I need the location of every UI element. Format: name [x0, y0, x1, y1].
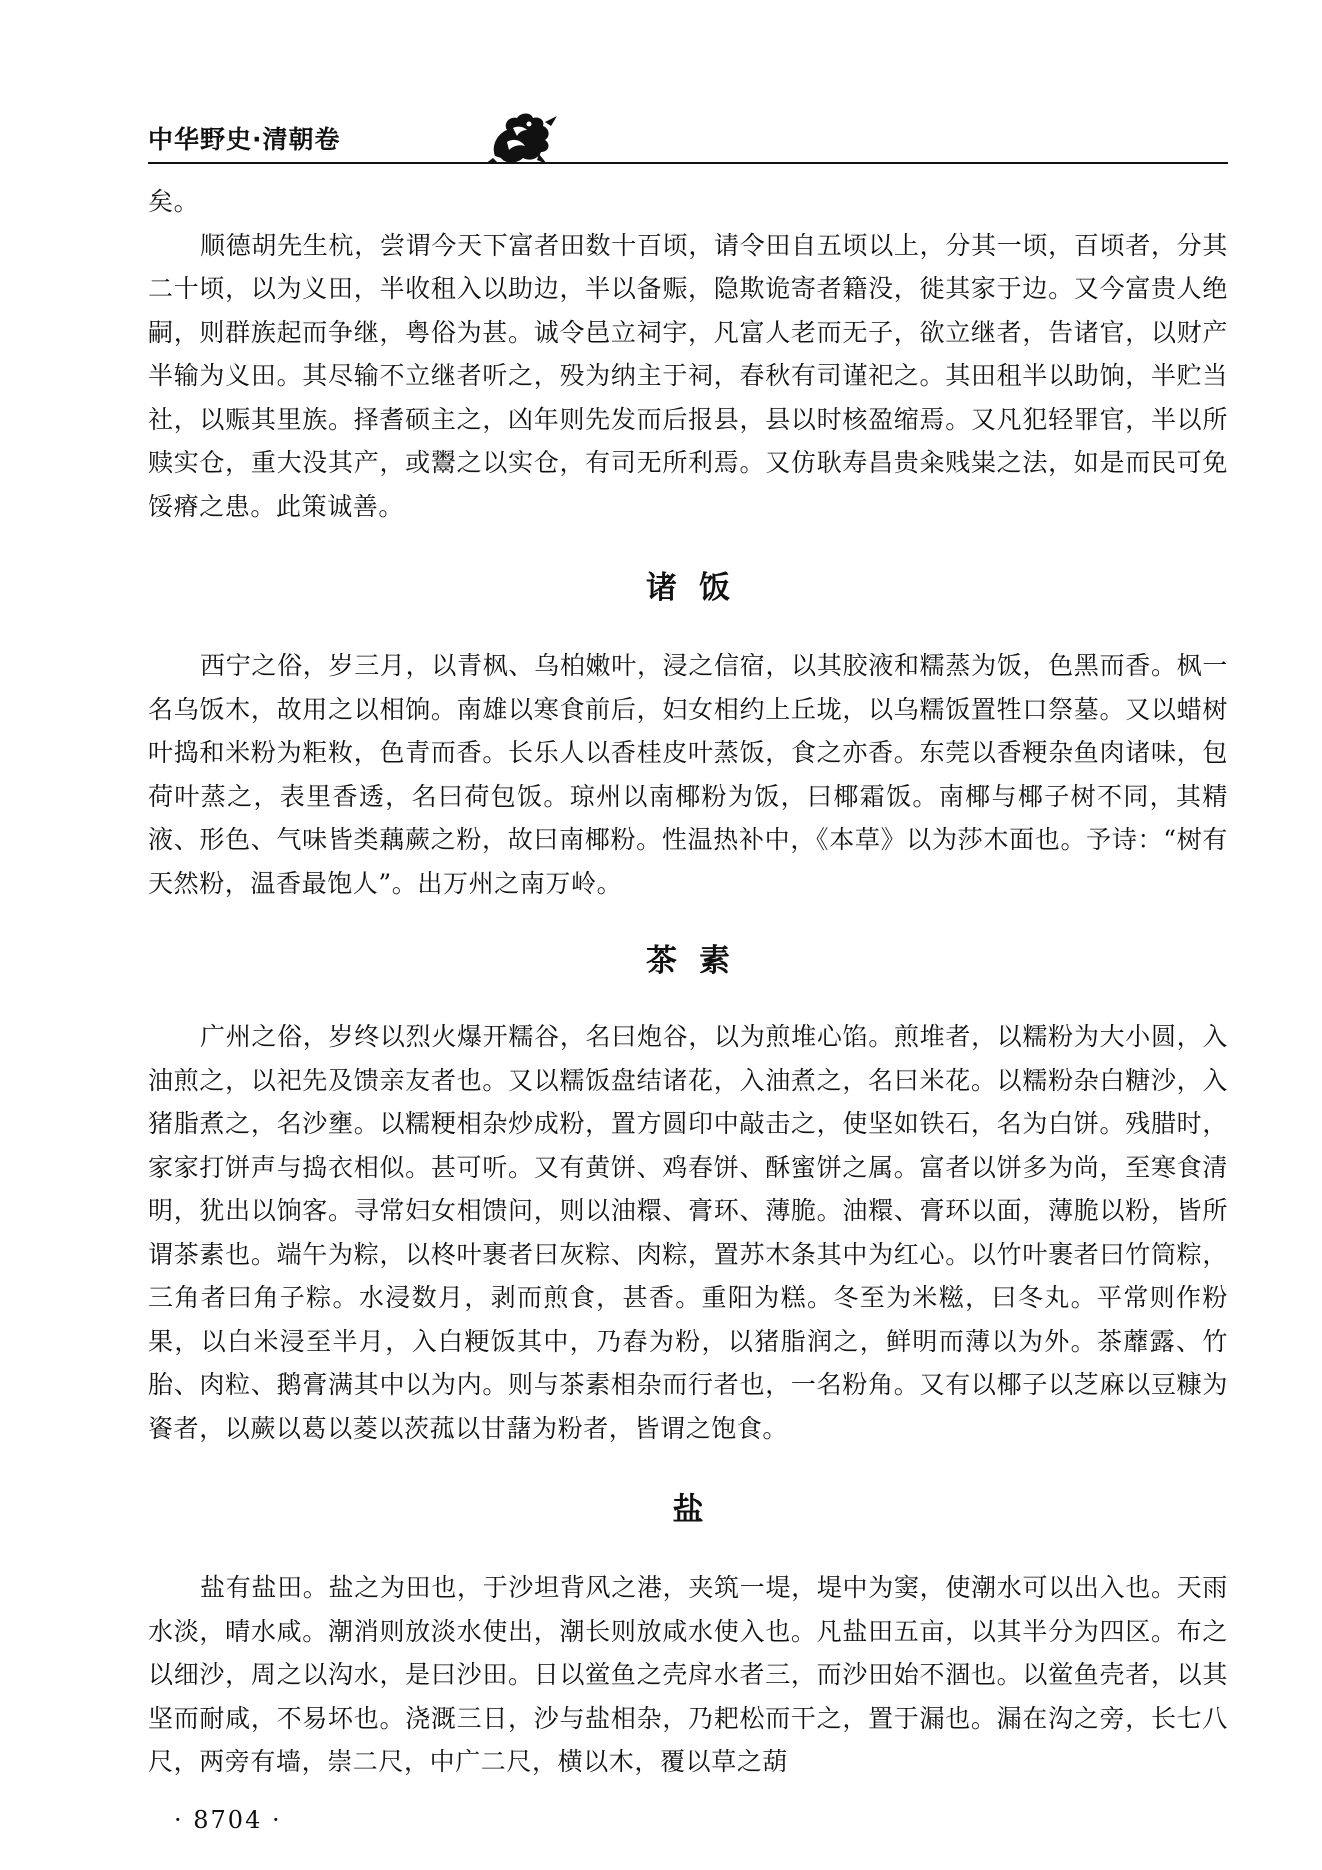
paragraph-yan: 盐有盐田。盐之为田也，于沙坦背风之港，夹筑一堤，堤中为窦，使潮水可以出入也。天雨水淡，晴水咸。潮消则放淡水使出，潮长则放咸水使入也。凡盐田五亩，以其半分为四区。布之以细沙，周之以沟水，是曰沙田。日以鲎鱼之壳戽水者三，而沙田始不涸也。以鲎鱼壳者，以其坚而耐咸，不易坏也。浇溉三日，沙与盐相杂，乃耙松而干之，置于漏也。漏在沟之旁，长七八尺，两旁有墙，崇二尺，中广二尺，横以木，覆以草之葫 — [148, 1573, 1228, 1776]
paragraph-zhufan: 西宁之俗，岁三月，以青枫、乌柏嫩叶，浸之信宿，以其胶液和糯蒸为饭，色黑而香。枫一名乌饭木，故用之以相饷。南雄以寒食前后，妇女相约上丘垅，以乌糯饭置牲口祭墓。又以蜡树叶捣和米粉为粔籹，色青而香。长乐人以香桂皮叶蒸饭，食之亦香。东莞以香粳杂鱼肉诸味，包荷叶蒸之，表里香透，名曰荷包饭。琼州以南椰粉为饭，曰椰霜饭。南椰与椰子树不同，其精液、形色、气味皆类藕蕨之粉，故曰南椰粉。性温热补中，《本草》以为莎木面也。予诗：“树有天然粉，温香最饱人”。出万州之南万岭。 — [148, 651, 1228, 898]
paragraph-continuation: 矣。 — [148, 187, 200, 216]
section-title-zhufan: 诸饭 — [646, 570, 752, 606]
book-title: 中华野史·清朝卷 — [148, 125, 341, 154]
running-header — [148, 108, 1228, 170]
paragraph-hu-hang: 顺德胡先生杭，尝谓今天下富者田数十百顷，请令田自五顷以上，分其一顷，百顷者，分其二十顷，以为义田，半收租入以助边，半以备赈，隐欺诡寄者籍没，徙其家于边。又今富贵人绝嗣，则群族起而争继，粤俗为甚。诚令邑立祠宇，凡富人老而无子，欲立继者，告诸官，以财产半输为义田。其尽输不立继者听之，殁为纳主于祠，春秋有司谨祀之。其田租半以助饷，半贮当社，以赈其里族。择耆硕主之，凶年则先发而后报县，县以时核盈缩焉。又凡犯轻罪官，半以所赎实仓，重大没其产，或鬻之以实仓，有司无所利焉。又仿耿寿昌贵籴贱粜之法，如是而民可免馁瘠之患。此策诚善。 — [148, 230, 1228, 521]
page-number: · 8704 · — [174, 1806, 282, 1834]
dragon-emblem-icon — [483, 108, 563, 168]
section-title-chasu: 茶素 — [646, 943, 752, 979]
section-title-yan: 盐 — [672, 1492, 726, 1528]
paragraph-chasu: 广州之俗，岁终以烈火爆开糯谷，名曰炮谷，以为煎堆心馅。煎堆者，以糯粉为大小圆，入油煎之，以祀先及馈亲友者也。又以糯饭盘结诸花，入油煮之，名曰米花。以糯粉杂白糖沙，入猪脂煮之，名沙壅。以糯粳相杂炒成粉，置方圆印中敲击之，使坚如铁石，名为白饼。残腊时，家家打饼声与捣衣相似。甚可听。又有黄饼、鸡春饼、酥蜜饼之属。富者以饼多为尚，至寒食清明，犹出以饷客。寻常妇女相馈问，则以油糫、膏环、薄脆。油糫、膏环以面，薄脆以粉，皆所谓茶素也。端午为粽，以柊叶裹者曰灰粽、肉粽，置苏木条其中为红心。以竹叶裹者曰竹筒粽，三角者曰角子粽。水浸数月，剥而煎食，甚香。重阳为糕。冬至为米糍，曰冬丸。平常则作粉果，以白米浸至半月，入白粳饭其中，乃舂为粉，以猪脂润之，鲜明而薄以为外。茶蘼露、竹胎、肉粒、鹅膏满其中以为内。则与茶素相杂而行者也，一名粉角。又有以椰子以芝麻以豆糠为餈者，以蕨以葛以菱以茨菰以甘藷为粉者，皆谓之饱食。 — [148, 1022, 1228, 1443]
page-body — [148, 180, 1228, 1784]
header-rule — [148, 162, 1228, 164]
